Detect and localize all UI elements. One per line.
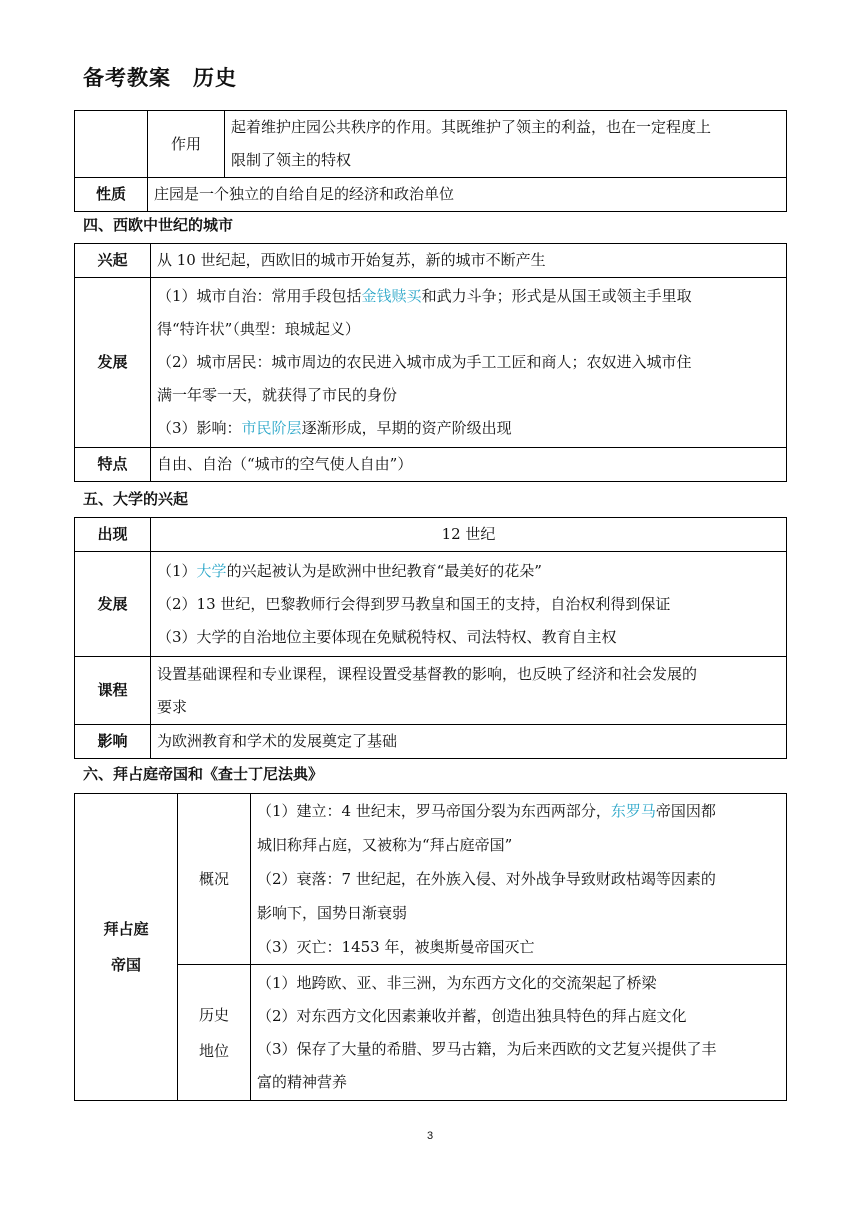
uni-dev-label: 发展 <box>75 552 151 657</box>
overview-line-3: （2）衰落：7 世纪起，在外族入侵、对外战争导致财政枯竭等因素的 <box>257 870 716 888</box>
university-table <box>74 517 787 759</box>
uni-dev-line-3: （3）大学的自治地位主要体现在免赋税特权、司法特权、教育自主权 <box>157 627 617 646</box>
uni-origin-text: 12 世纪 <box>151 518 787 552</box>
uni-course-text <box>151 657 787 725</box>
highlight-term: 东罗马 <box>610 802 656 820</box>
manor-table <box>74 110 787 212</box>
uni-dev-line-2: （2）13 世纪，巴黎教师行会得到罗马教皇和国王的支持，自治权利得到保证 <box>157 594 671 613</box>
highlight-term: 市民阶层 <box>241 419 302 437</box>
overview-line-5: （3）灭亡：1453 年，被奥斯曼帝国灭亡 <box>257 938 535 956</box>
overview-line-1: （1）建立：4 世纪末，罗马帝国分裂为东西两部分，东罗马帝国因都 <box>257 802 716 820</box>
city-table <box>74 243 787 482</box>
uni-course-line-1: 设置基础课程和专业课程，课程设置受基督教的影响，也反映了经济和社会发展的 <box>157 664 698 683</box>
highlight-term: 金钱赎买 <box>361 287 422 305</box>
manor-empty-cell <box>75 111 148 178</box>
manor-role-line-1: 起着维护庄园公共秩序的作用。其既维护了领主的利益，也在一定程度上 <box>231 118 712 136</box>
city-dev-line-3: （2）城市居民：城市周边的农民进入城市成为手工工匠和商人；农奴进入城市住 <box>157 353 692 371</box>
uni-dev-text <box>151 552 787 657</box>
city-dev-text <box>151 278 787 448</box>
byzantine-status-label: 历史 地位 <box>178 965 251 1101</box>
manor-nature-label: 性质 <box>75 178 148 212</box>
page-number: 3 <box>426 1130 434 1142</box>
uni-origin-label: 出现 <box>75 518 151 552</box>
manor-nature-text: 庄园是一个独立的自给自足的经济和政治单位 <box>148 178 787 212</box>
city-feature-text: 自由、自治（“城市的空气使人自由”） <box>151 448 787 482</box>
section-6-title: 六、拜占庭帝国和《查士丁尼法典》 <box>83 765 324 783</box>
uni-dev-line-1: （1）大学的兴起被认为是欧洲中世纪教育“最美好的花朵” <box>157 561 542 580</box>
page-header <box>83 62 237 92</box>
uni-course-label: 课程 <box>75 657 151 725</box>
status-line-2: （2）对东西方文化因素兼收并蓄，创造出独具特色的拜占庭文化 <box>257 1006 687 1025</box>
byzantine-overview-label: 概况 <box>178 794 251 965</box>
uni-course-line-2: 要求 <box>157 697 188 716</box>
header-title: 备考教案 <box>83 66 171 90</box>
overview-line-2: 城旧称拜占庭，又被称为“拜占庭帝国” <box>257 836 513 854</box>
highlight-term: 大学 <box>196 561 227 580</box>
status-line-3: （3）保存了大量的希腊、罗马古籍，为后来西欧的文艺复兴提供了丰 <box>257 1039 717 1058</box>
section-4-title: 四、西欧中世纪的城市 <box>83 216 234 234</box>
city-dev-line-1: （1）城市自治：常用手段包括金钱赎买和武力斗争；形式是从国王或领主手里取 <box>157 287 692 305</box>
city-rise-label: 兴起 <box>75 244 151 278</box>
manor-role-text <box>225 111 787 178</box>
byzantine-overview-text <box>251 794 787 965</box>
byzantine-table <box>74 793 787 1101</box>
uni-impact-text: 为欧洲教育和学术的发展奠定了基础 <box>151 725 787 759</box>
uni-impact-label: 影响 <box>75 725 151 759</box>
city-dev-line-2: 得“特许状”（典型：琅城起义） <box>157 320 360 338</box>
byzantine-status-text <box>251 965 787 1101</box>
manor-role-label: 作用 <box>148 111 225 178</box>
byzantine-main-label: 拜占庭 帝国 <box>75 794 178 1101</box>
overview-line-4: 影响下，国势日渐衰弱 <box>257 904 408 922</box>
city-rise-text: 从 10 世纪起，西欧旧的城市开始复苏，新的城市不断产生 <box>151 244 787 278</box>
manor-role-line-2: 限制了领主的特权 <box>231 151 352 169</box>
city-dev-line-5: （3）影响：市民阶层逐渐形成，早期的资产阶级出现 <box>157 419 512 437</box>
status-line-4: 富的精神营养 <box>257 1072 348 1091</box>
section-5-title: 五、大学的兴起 <box>83 490 189 508</box>
status-line-1: （1）地跨欧、亚、非三洲，为东西方文化的交流架起了桥梁 <box>257 973 657 992</box>
city-feature-label: 特点 <box>75 448 151 482</box>
city-dev-label: 发展 <box>75 278 151 448</box>
header-subject: 历史 <box>193 66 237 90</box>
city-dev-line-4: 满一年零一天，就获得了市民的身份 <box>157 386 398 404</box>
